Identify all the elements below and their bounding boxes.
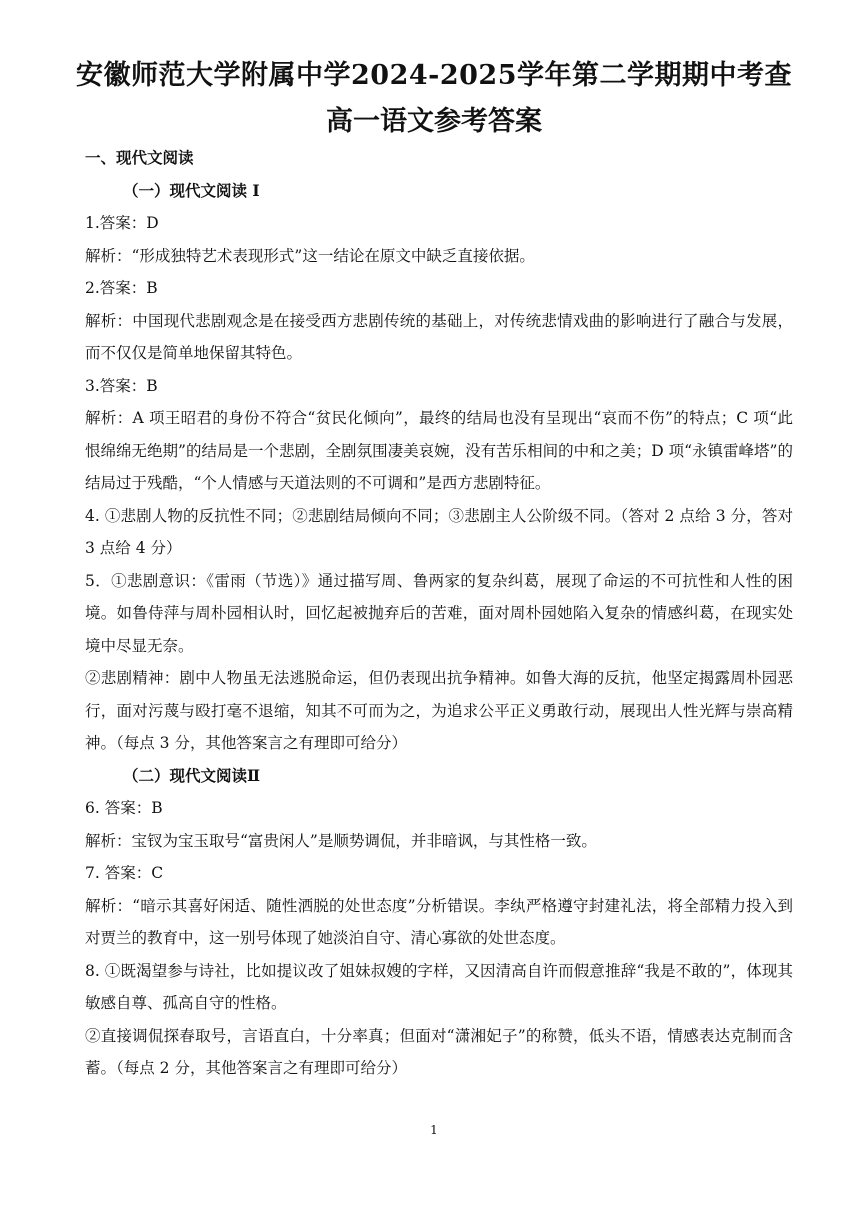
analysis-paragraph: 解析：A 项王昭君的身份不符合“贫民化倾向”，最终的结局也没有呈现出“哀而不伤”的特点；C 项“此恨绵绵无绝期”的结局是一个悲剧，全剧氛围凄美哀婉，没有苦乐相间的中和之美；D 项“永镇雷峰塔”的结局过于残酷，“个人情感与天道法则的不可调和”是西方悲剧特征。 (85, 409, 793, 492)
analysis-paragraph: 解析：中国现代悲剧观念是在接受西方悲剧传统的基础上，对传统悲情戏曲的影响进行了融合与发展，而不仅仅是简单地保留其特色。 (85, 311, 793, 362)
answer-line: 7. 答案：C (85, 864, 164, 882)
analysis-paragraph: 解析：“暗示其喜好闲适、随性洒脱的处世态度”分析错误。李纨严格遵守封建礼法，将全部精力投入到对贾兰的教育中，这一别号体现了她淡泊自守、清心寡欲的处世态度。 (85, 896, 793, 947)
answer-line: 6. 答案：B (85, 799, 163, 817)
answer-paragraph: 8. ①既渴望参与诗社，比如提议改了姐妹叔嫂的字样，又因清高自许而假意推辞“我是不敢的”，体现其敏感自尊、孤高自守的性格。 (85, 961, 793, 1012)
answer-paragraph: ②悲剧精神：剧中人物虽无法逃脱命运，但仍表现出抗争精神。如鲁大海的反抗，他坚定揭露周朴园恶行，面对污蔑与殴打毫不退缩，知其不可而为之，为追求公平正义勇敢行动，展现出人性光辉与崇高精神。（每点 3 分，其他答案言之有理即可给分） (85, 669, 793, 752)
answer-line: 1.答案：D (85, 214, 159, 232)
subsection-heading: （二）现代文阅读Ⅱ (123, 765, 261, 785)
page-number: 1 (430, 1123, 438, 1137)
answer-paragraph: ②直接调侃探春取号，言语直白，十分率真；但面对“潇湘妃子”的称赞，低头不语，情感表达克制而含蓄。（每点 2 分，其他答案言之有理即可给分） (85, 1026, 793, 1077)
document-subtitle: 高一语文参考答案 (326, 106, 542, 137)
answer-paragraph: 5．①悲剧意识：《雷雨（节选）》通过描写周、鲁两家的复杂纠葛，展现了命运的不可抗性和人性的困境。如鲁侍萍与周朴园相认时，回忆起被抛弃后的苦难，面对周朴园她陷入复杂的情感纠葛，在现实处境中尽显无奈。 (85, 571, 793, 655)
subsection-heading: （一）现代文阅读 I (123, 180, 260, 200)
analysis-paragraph: 解析：宝钗为宝玉取号“富贵闲人”是顺势调侃，并非暗讽，与其性格一致。 (85, 831, 597, 850)
document-title: 安徽师范大学附属中学2024-2025学年第二学期期中考查 (76, 60, 792, 91)
document-body (85, 142, 793, 1085)
analysis-paragraph: 解析：“形成独特艺术表现形式”这一结论在原文中缺乏直接依据。 (85, 246, 535, 265)
answer-line: 2.答案：B (85, 279, 158, 297)
section-heading: 一、现代文阅读 (85, 148, 194, 167)
answer-line: 3.答案：B (85, 376, 158, 395)
answer-paragraph: 4. ①悲剧人物的反抗性不同；②悲剧结局倾向不同；③悲剧主人公阶级不同。（答对 2 点给 3 分，答对 3 点给 4 分） (85, 506, 793, 557)
